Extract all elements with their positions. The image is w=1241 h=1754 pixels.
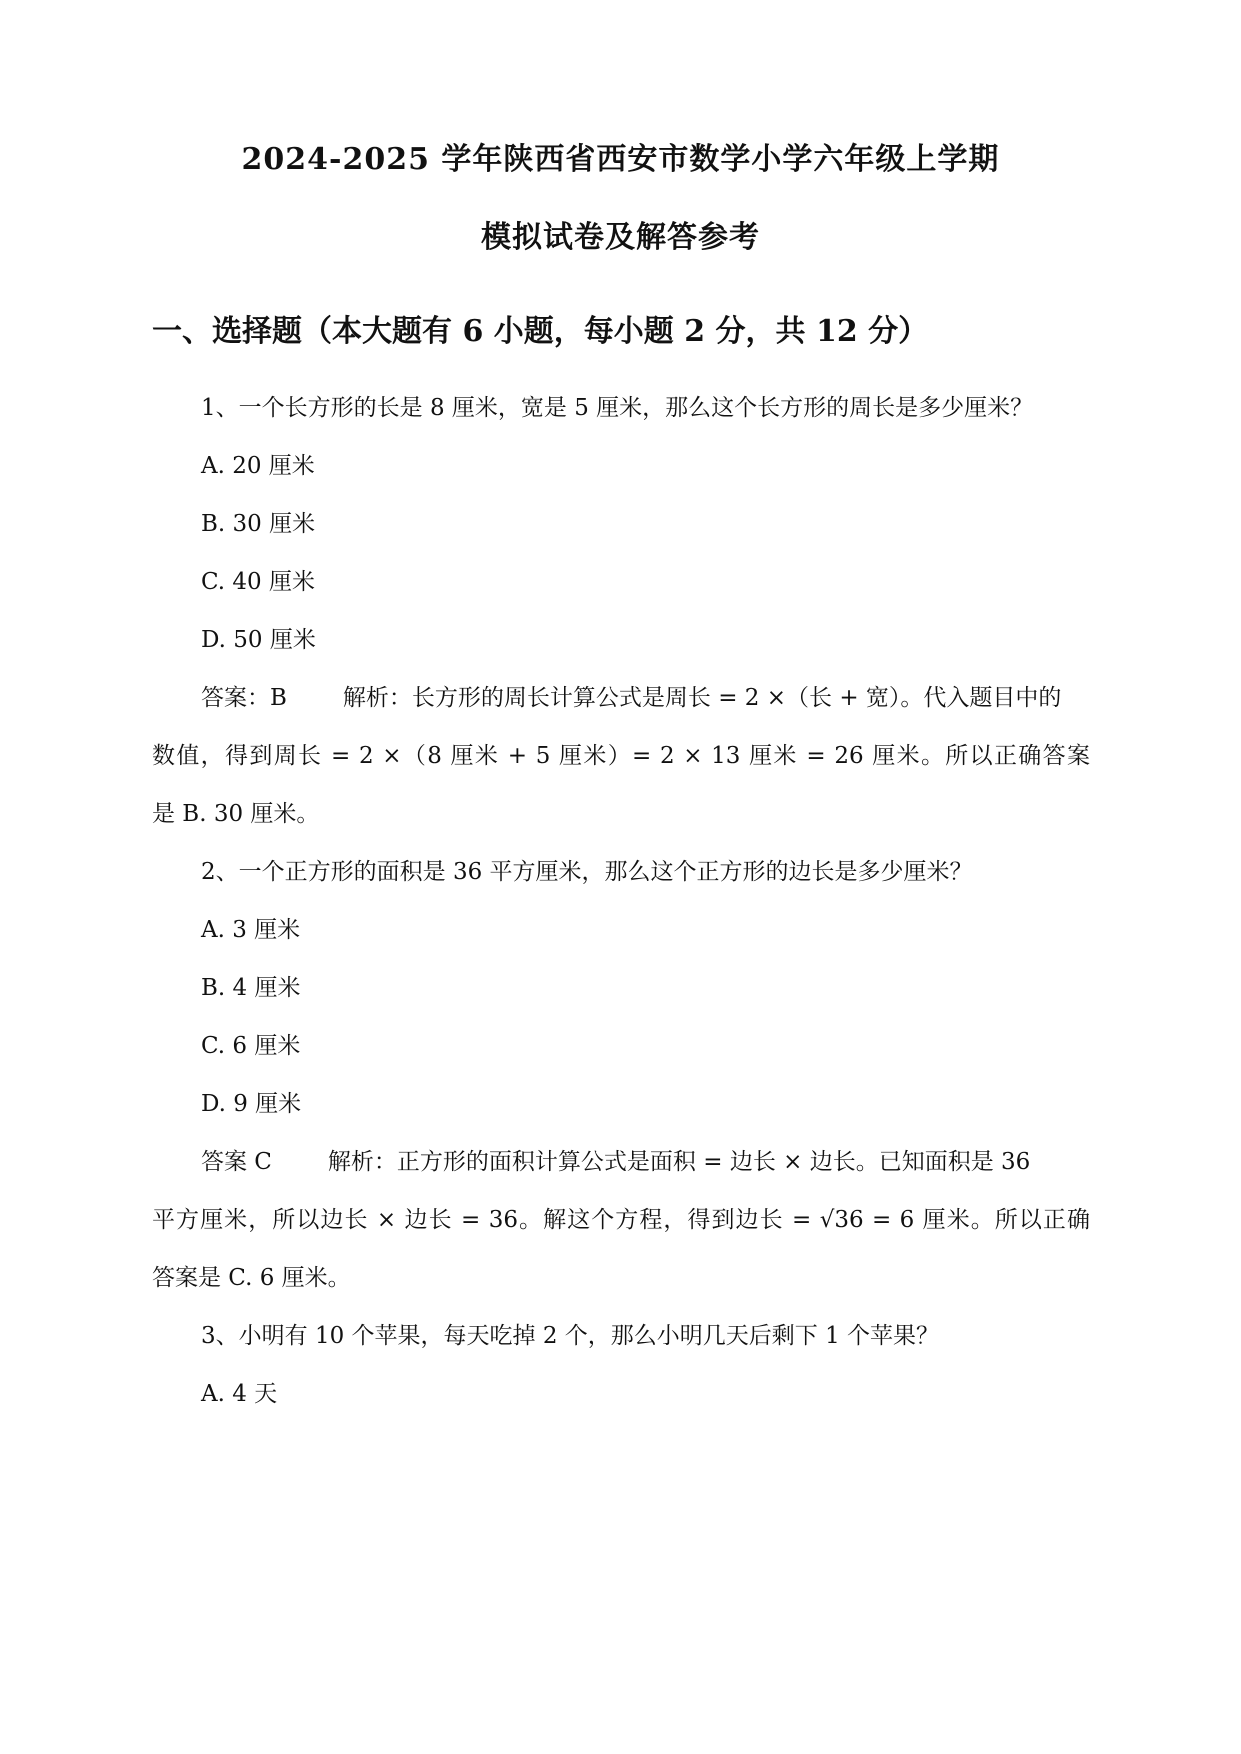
option-a: A. 3 厘米 (201, 917, 301, 943)
analysis-text: 数值，得到周长 = 2 ×（8 厘米 + 5 厘米）= 2 × 13 厘米 = 26 厘米。所以正确答案 (152, 743, 1090, 769)
option-a: A. 4 天 (201, 1381, 278, 1407)
question-stem: 3、小明有 10 个苹果，每天吃掉 2 个，那么小明几天后剩下 1 个苹果？ (201, 1323, 940, 1349)
option-c: C. 6 厘米 (201, 1033, 301, 1059)
analysis-text: 答案是 C. 6 厘米。 (152, 1265, 351, 1291)
document-title-line-2: 模拟试卷及解答参考 (481, 220, 760, 255)
question-stem: 1、一个长方形的长是 8 厘米，宽是 5 厘米，那么这个长方形的周长是多少厘米？ (201, 395, 1034, 421)
analysis-text: 解析：长方形的周长计算公式是周长 = 2 ×（长 + 宽）。代入题目中的 (342, 685, 1062, 711)
analysis-text: 是 B. 30 厘米。 (152, 801, 320, 827)
answer-label: 答案 C (201, 1149, 272, 1175)
option-c: C. 40 厘米 (201, 569, 315, 595)
option-b: B. 4 厘米 (201, 975, 301, 1001)
option-a: A. 20 厘米 (201, 453, 315, 479)
option-b: B. 30 厘米 (201, 511, 316, 537)
option-d: D. 50 厘米 (201, 627, 316, 653)
question-stem: 2、一个正方形的面积是 36 平方厘米，那么这个正方形的边长是多少厘米？ (201, 859, 973, 885)
answer-label: 答案：B (201, 685, 287, 711)
section-heading: 一、选择题（本大题有 6 小题，每小题 2 分，共 12 分） (152, 314, 929, 349)
answer-row (201, 1146, 1030, 1178)
analysis-text: 平方厘米，所以边长 × 边长 = 36。解这个方程，得到边长 = √36 = 6 厘米。所以正确 (152, 1207, 1090, 1233)
answer-row (201, 682, 1061, 714)
analysis-text: 解析：正方形的面积计算公式是面积 = 边长 × 边长。已知面积是 36 (327, 1149, 1031, 1175)
option-d: D. 9 厘米 (201, 1091, 302, 1117)
document-title-line-1: 2024-2025 学年陕西省西安市数学小学六年级上学期 (241, 142, 1000, 177)
